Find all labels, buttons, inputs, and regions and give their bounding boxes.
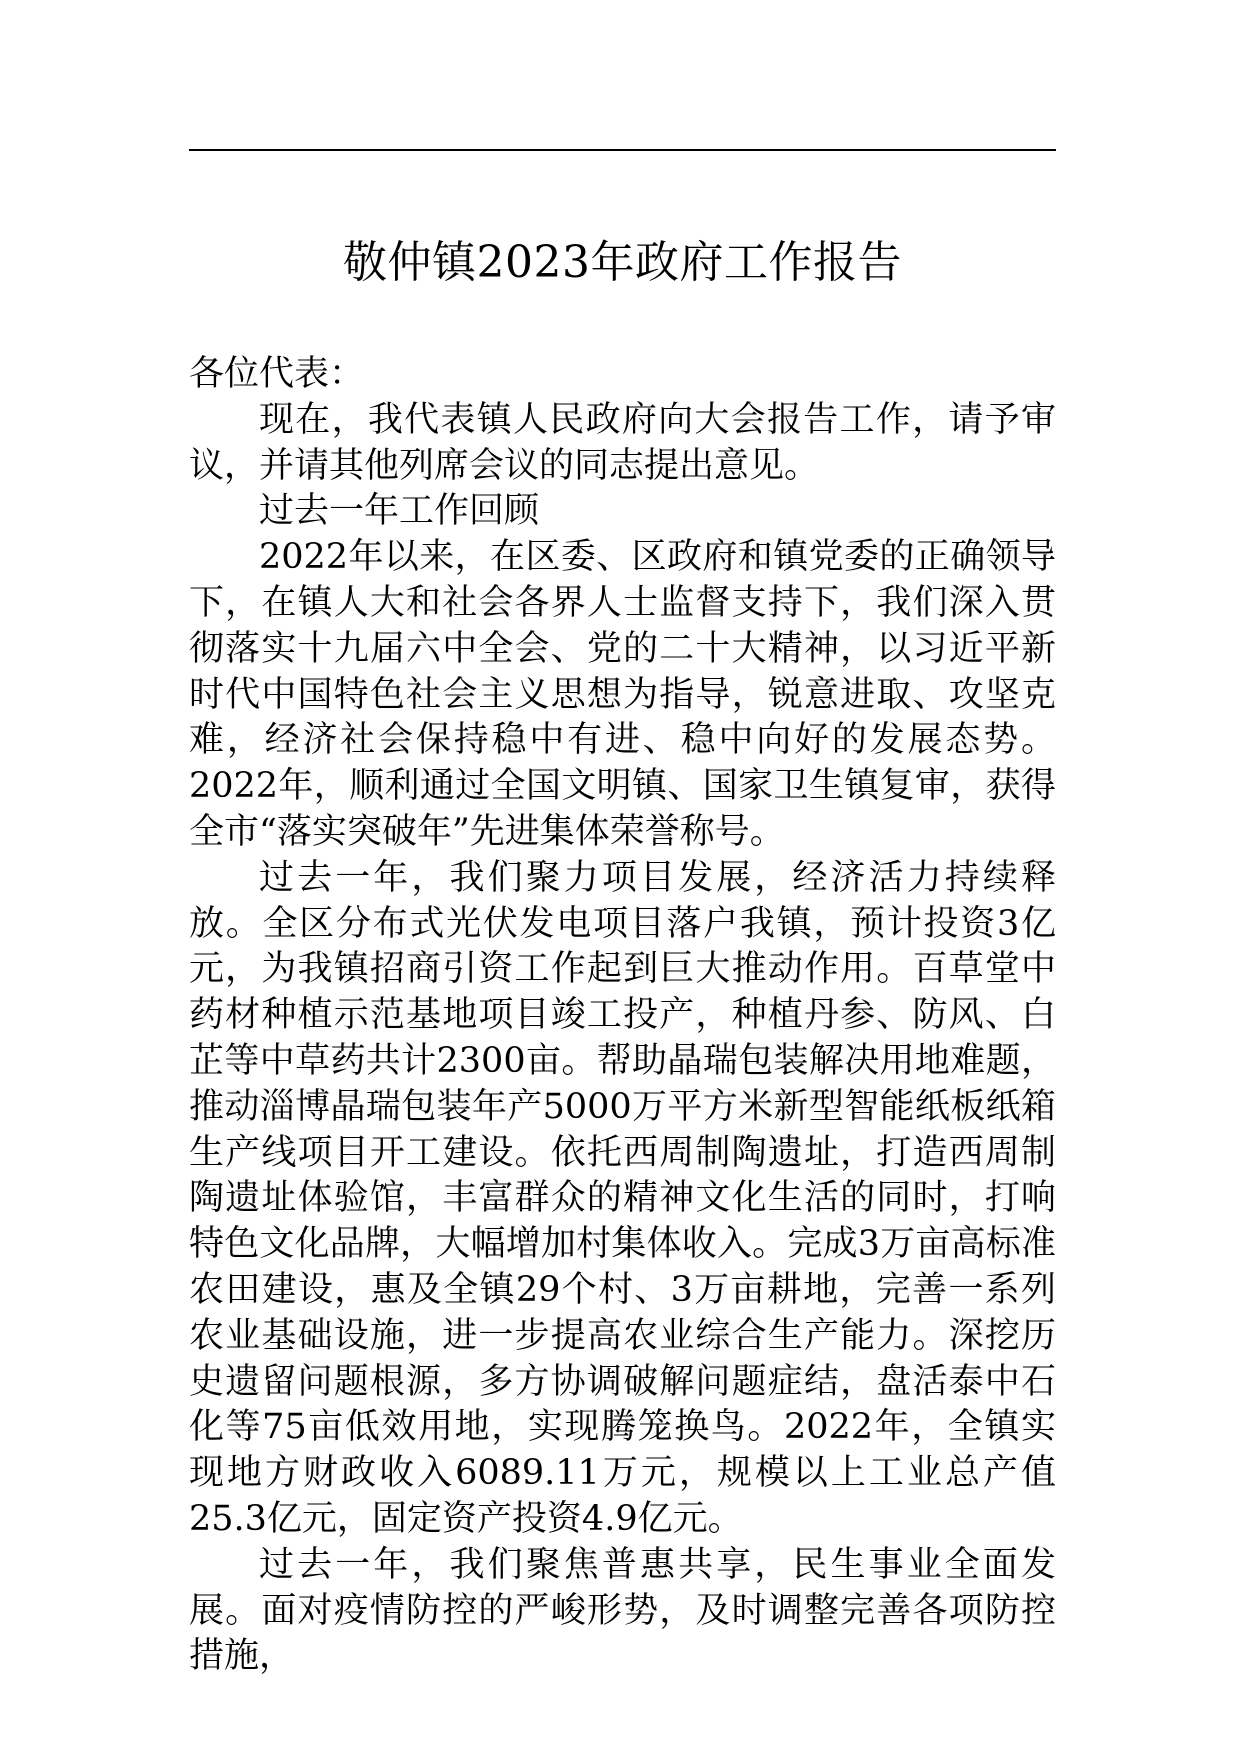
paragraph-livelihood: 过去一年，我们聚焦普惠共享，民生事业全面发展。面对疫情防控的严峻形势，及时调整完善各项防控措施， xyxy=(189,1544,1056,1677)
paragraph-overview: 2022年以来，在区委、区政府和镇党委的正确领导下，在镇人大和社会各界人士监督支持下，我们深入贯彻落实十九届六中全会、党的二十大精神，以习近平新时代中国特色社会主义思想为指导，锐意进取、攻坚克难，经济社会保持稳中有进、稳中向好的发展态势。2022年，顺利通过全国文明镇、国家卫生镇复审，获得全市“落实突破年”先进集体荣誉称号。 xyxy=(189,537,1056,852)
paragraph-intro: 现在，我代表镇人民政府向大会报告工作，请予审议，并请其他列席会议的同志提出意见。 xyxy=(189,399,1056,486)
section-heading: 过去一年工作回顾 xyxy=(259,491,540,532)
paragraph-projects: 过去一年，我们聚力项目发展，经济活力持续释放。全区分布式光伏发电项目落户我镇，预计投资3亿元，为我镇招商引资工作起到巨大推动作用。百草堂中药材种植示范基地项目竣工投产，种植丹参、防风、白芷等中草药共计2300亩。帮助晶瑞包装解决用地难题，推动淄博晶瑞包装年产5000万平方米新型智能纸板纸箱生产线项目开工建设。依托西周制陶遗址，打造西周制陶遗址体验馆，丰富群众的精神文化生活的同时，打响特色文化品牌，大幅增加村集体收入。完成3万亩高标准农田建设，惠及全镇29个村、3万亩耕地，完善一系列农业基础设施，进一步提高农业综合生产能力。深挖历史遗留问题根源，多方协调破解问题症结，盘活泰中石化等75亩低效用地，实现腾笼换鸟。2022年，全镇实现地方财政收入6089.11万元，规模以上工业总产值25.3亿元，固定资产投资4.9亿元。 xyxy=(189,857,1056,1539)
document-body xyxy=(189,352,1056,1680)
salutation: 各位代表： xyxy=(189,354,365,394)
header-divider xyxy=(189,149,1056,151)
document-title: 敬仲镇2023年政府工作报告 xyxy=(343,237,902,288)
